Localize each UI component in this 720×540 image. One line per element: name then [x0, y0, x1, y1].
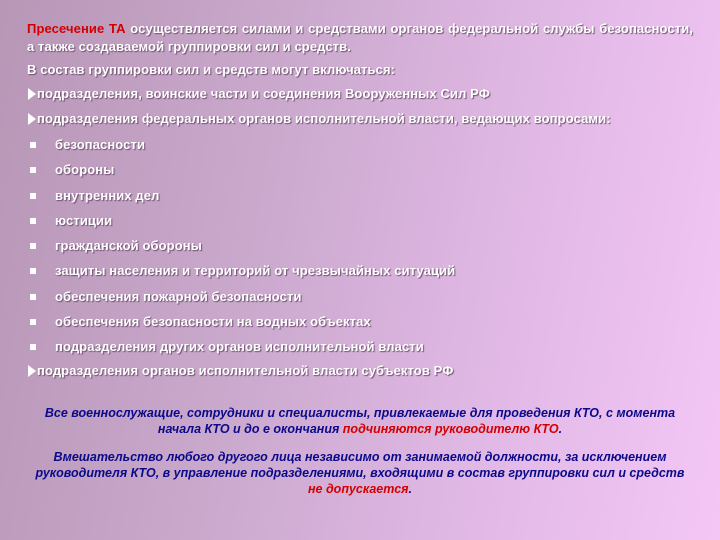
note-interference: [34, 449, 686, 497]
note-highlight: подчиняются руководителю КТО: [342, 422, 559, 436]
arrow-right-icon: [27, 87, 37, 101]
list-item: подразделения других органов исполнительной власти: [55, 339, 424, 354]
intro-paragraph: [27, 20, 693, 56]
square-bullet-icon: [30, 167, 36, 173]
note-subordination: [34, 405, 686, 437]
list-item: внутренних дел: [55, 188, 160, 203]
square-bullet-icon: [30, 193, 36, 199]
square-bullet-icon: [30, 344, 36, 350]
list-item: юстиции: [55, 213, 113, 228]
note-end: .: [408, 482, 412, 496]
list-item: обеспечения безопасности на водных объектах: [55, 314, 371, 329]
square-bullet-icon: [30, 218, 36, 224]
note-end: .: [558, 422, 563, 436]
list-item: защиты населения и территорий от чрезвычайных ситуаций: [55, 263, 456, 278]
group-item: подразделения федеральных органов исполнительной власти, ведающих вопросами:: [37, 111, 611, 126]
group-item: подразделения, воинские части и соединения Вооруженных Сил РФ: [37, 86, 490, 101]
note-text: Все военнослужащие, сотрудники и специалисты, привлекаемые для проведения КТО, с момента начала КТО и до е окончания: [44, 406, 676, 436]
square-bullet-icon: [30, 243, 36, 249]
square-bullet-icon: [30, 319, 36, 325]
arrow-right-icon: [27, 112, 37, 126]
arrow-right-icon: [27, 364, 37, 378]
note-highlight: не допускается: [307, 482, 409, 496]
square-bullet-icon: [30, 142, 36, 148]
list-item: гражданской обороны: [55, 238, 202, 253]
list-item: обеспечения пожарной безопасности: [55, 289, 302, 304]
list-item: обороны: [55, 162, 115, 177]
square-bullet-icon: [30, 294, 36, 300]
intro-text: осуществляется силами и средствами органов федеральной службы безопасности, а также создаваемой группировки сил и средств.: [27, 21, 693, 54]
composition-heading: В состав группировки сил и средств могут включаться:: [27, 62, 396, 77]
intro-term: Пресечение ТА: [27, 21, 126, 36]
list-item: безопасности: [55, 137, 146, 152]
note-text: Вмешательство любого другого лица независимо от занимаемой должности, за исключением руководителя КТО, в управление подразделениями, входящими в состав группировки сил и средств: [35, 450, 685, 480]
square-bullet-icon: [30, 268, 36, 274]
group-item: подразделения органов исполнительной власти субъектов РФ: [37, 363, 454, 378]
